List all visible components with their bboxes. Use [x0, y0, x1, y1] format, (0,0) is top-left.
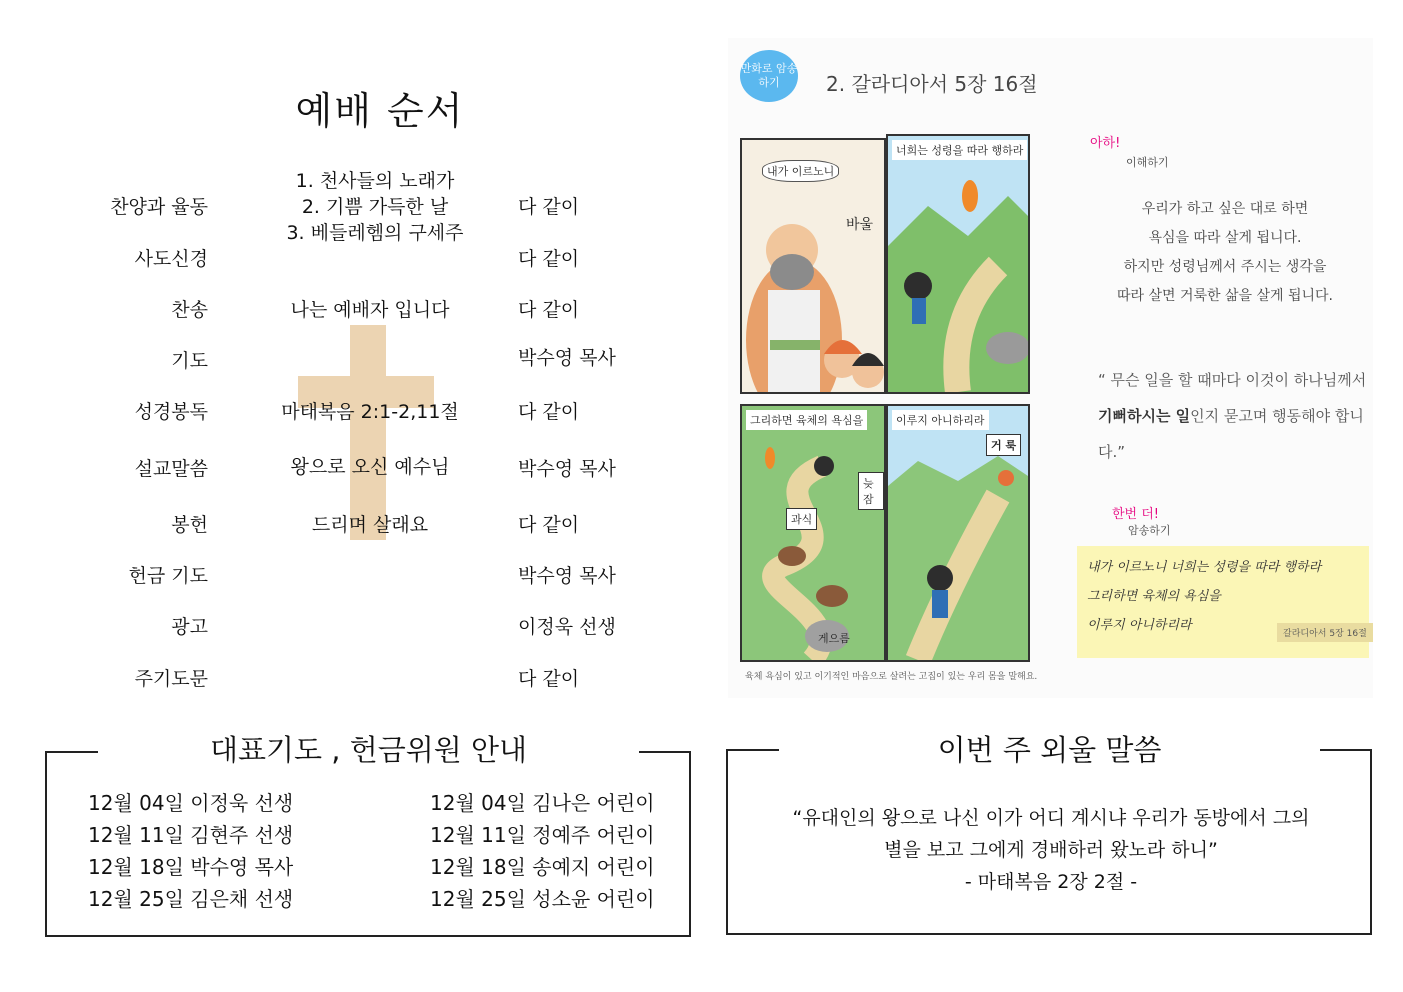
- quote-emphasis: 기뻐하시는 일: [1098, 407, 1191, 425]
- order-item-content: 왕으로 오신 예수님: [290, 456, 450, 478]
- paul-label: 바울: [846, 217, 874, 233]
- offering-duty-item: 12월 11일 정예주 어린이: [430, 823, 655, 847]
- offering-duty-list: [430, 787, 655, 915]
- winding-path-illustration: [742, 406, 884, 660]
- explanation-line: 우리가 하고 싶은 대로 하면: [1141, 201, 1309, 217]
- panel-2-text: 너희는 성령을 따라 행하라: [892, 140, 1027, 160]
- verse-text: [735, 802, 1367, 898]
- prayer-duty-item: 12월 18일 박수영 목사: [88, 855, 294, 879]
- explanation-line: 따라 살면 거룩한 삶을 살게 됩니다.: [1116, 288, 1334, 304]
- order-title: 예배 순서: [295, 89, 465, 133]
- offering-duty-item: 12월 18일 송예지 어린이: [430, 855, 655, 879]
- memory-verse-reference: 갈라디아서 5장 16절: [1277, 623, 1373, 642]
- order-item-name: 찬양과 율동: [110, 196, 208, 218]
- order-item-leader: 다 같이: [518, 401, 580, 423]
- prayer-duty-item: 12월 04일 이정욱 선생: [88, 791, 294, 815]
- sign-oversleep: 늦잠: [858, 472, 884, 510]
- explanation-line: 하지만 성령님께서 주시는 생각을: [1123, 259, 1327, 275]
- order-item-name: 사도신경: [134, 248, 208, 270]
- order-row: [0, 192, 760, 222]
- prayer-duty-item: 12월 25일 김은채 선생: [88, 887, 294, 911]
- order-item-leader: 박수영 목사: [518, 458, 616, 480]
- application-quote: [1098, 362, 1368, 470]
- order-item-content: 나는 예배자 입니다: [290, 299, 450, 321]
- order-item-leader: 다 같이: [518, 299, 580, 321]
- verse-line: “유대인의 왕으로 나신 이가 어디 계시냐 우리가 동방에서 그의: [792, 807, 1310, 829]
- order-item-content: 드리며 살래요: [311, 514, 429, 536]
- order-row: [0, 397, 760, 427]
- order-item-name: 봉헌: [171, 514, 208, 536]
- order-item-name: 설교말씀: [134, 458, 208, 480]
- panel-3-text: 그리하면 육체의 욕심을: [746, 410, 867, 430]
- order-row: [0, 343, 760, 373]
- order-item-name: 기도: [171, 350, 208, 372]
- hymn-item: 1. 천사들의 노래가: [295, 170, 455, 192]
- rock-laziness: 게으름: [818, 632, 850, 645]
- again-title: 한번 더!: [1112, 507, 1160, 522]
- panel-4-text: 이루지 아니하리라: [892, 410, 989, 430]
- prayer-duty-list: [88, 787, 293, 915]
- verse-reference: - 마태복음 2장 2절 -: [964, 871, 1138, 893]
- comic-panel-3: [740, 404, 886, 662]
- duty-title: 대표기도 , 헌금위원 안내: [209, 733, 527, 767]
- memory-line: 내가 이르노니 너희는 성령을 따라 행하라: [1087, 560, 1322, 575]
- order-item-name: 주기도문: [134, 668, 208, 690]
- order-item-leader: 다 같이: [518, 248, 580, 270]
- order-row: [0, 510, 760, 540]
- order-item-name: 광고: [171, 616, 208, 638]
- memory-line: 이루지 아니하리라: [1087, 618, 1192, 633]
- book-heading: 2. 갈라디아서 5장 16절: [826, 72, 1038, 96]
- understand-label: 이해하기: [1126, 156, 1169, 169]
- order-item-leader: 박수영 목사: [518, 565, 616, 587]
- holiness-flag: 거 룩: [986, 434, 1021, 456]
- again-label: 암송하기: [1128, 524, 1171, 537]
- offering-duty-item: 12월 04일 김나은 어린이: [430, 791, 655, 815]
- quote-line: [1098, 398, 1368, 470]
- order-item-leader: 박수영 목사: [518, 347, 616, 369]
- understand-title: 아하!: [1090, 136, 1121, 151]
- comic-panel-2: [886, 134, 1030, 394]
- quote-line: “ 무슨 일을 할 때마다 이것이 하나님께서: [1098, 371, 1367, 389]
- memory-line: 그리하면 육체의 욕심을: [1087, 589, 1221, 604]
- comic-panel-1: [740, 138, 886, 394]
- order-row: [0, 612, 760, 642]
- order-row: [0, 664, 760, 694]
- hymn-item: 3. 베들레헴의 구세주: [286, 222, 464, 244]
- spirit-fire-illustration: [888, 136, 1028, 392]
- order-row: [0, 561, 760, 591]
- verse-title: 이번 주 외울 말씀: [937, 733, 1162, 767]
- comic-caption: 육체 욕심이 있고 이기적인 마음으로 살려는 고집이 있는 우리 몸을 말해요.: [745, 672, 1038, 682]
- offering-duty-item: 12월 25일 성소윤 어린이: [430, 887, 655, 911]
- quote-rest: 인지 묻고며 행동해야 합니다.”: [1098, 407, 1364, 461]
- order-item-name: 헌금 기도: [128, 565, 208, 587]
- order-item-leader: 다 같이: [518, 668, 580, 690]
- order-item-name: 성경봉독: [134, 401, 208, 423]
- speech-bubble: 내가 이르노니: [762, 160, 839, 182]
- order-row: [0, 295, 760, 325]
- comic-memorize-badge: 만화로 암송하기: [740, 50, 798, 102]
- order-row: [0, 452, 760, 482]
- order-item-content: 마태복음 2:1-2,11절: [281, 401, 459, 423]
- verse-line: 별을 보고 그에게 경배하러 왔노라 하니”: [884, 839, 1218, 861]
- comic-panel-4: [886, 404, 1030, 662]
- order-item-leader: 이정욱 선생: [518, 616, 616, 638]
- sign-overeating: 과식: [786, 508, 817, 530]
- hymn-item: 2. 기쁨 가득한 날: [301, 196, 449, 218]
- order-item-leader: 다 같이: [518, 196, 580, 218]
- explanation-line: 욕심을 따라 살게 됩니다.: [1148, 230, 1302, 246]
- prayer-duty-item: 12월 11일 김현주 선생: [88, 823, 294, 847]
- explanation-text: [1100, 195, 1350, 311]
- order-item-name: 찬송: [171, 299, 208, 321]
- order-item-leader: 다 같이: [518, 514, 580, 536]
- order-row: [0, 244, 760, 274]
